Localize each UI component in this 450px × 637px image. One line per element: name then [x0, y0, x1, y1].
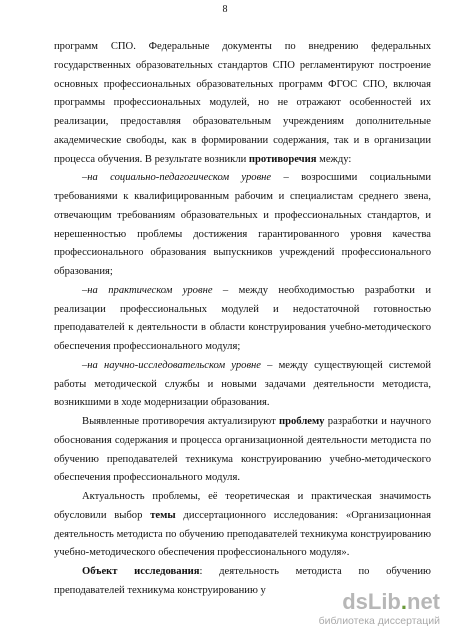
paragraph-intro: программ СПО. Федеральные документы по внедрению федеральных государственных образовательных стандартов СПО регламентируют построение основных профессиональных образовательных программ ФГОС СПО, включая программы профессиональных модулей, но не отражают особенностей их реализации, предоставляя образовательным учреждениям дополнительные академические свободы, как в формировании содержания, так и в организации процесса обучения. В результате возникли противоречия между: [54, 41, 431, 165]
page-number: 8 [222, 4, 228, 15]
contradiction-practical: –на практическом уровне – между необходимостью разработки и реализации профессиональных модулей и недостаточной готовностью преподавателей к деятельности в области конструирования учебно-методического обеспечения профессионального модуля; [54, 284, 431, 352]
keyword-contradictions: противоречия [248, 153, 317, 165]
paragraph-problem: Выявленные противоречия актуализируют проблему разработки и научного обоснования содержания и процесса организационной деятельности методиста по обучению преподавателей техникума конструированию учебно-методического обеспечения профессионального модуля. [54, 416, 431, 484]
keyword-problem: проблему [279, 416, 325, 427]
watermark-logo: dsLib.net [342, 589, 440, 614]
document-body [54, 38, 431, 601]
contradiction-social: –на социально-педагогическом уровне – возросшими социальными требованиями к квалифицированным рабочим и специалистам среднего звена, отвечающим требованиям образовательных и профессиональных стандартов, и нерешенностью проблемы достижения гарантированного уровня качества профессионального образования выпускников учреждений профессионального образования; [54, 172, 431, 277]
paragraph-object: Объект исследования: деятельность методиста по обучению преподавателей техникума конструированию у [54, 566, 431, 596]
watermark [310, 589, 440, 631]
paragraph-topic: Актуальность проблемы, её теоретическая и практическая значимость обусловили выбор темы диссертационного исследования: «Организационная деятельность методиста по обучению преподавателей техникума конструированию учебно-методического обеспечения профессионального модуля». [54, 491, 431, 559]
keyword-object: Объект исследования [82, 566, 200, 577]
keyword-topic: темы [150, 509, 176, 521]
watermark-subtitle: библиотека диссертаций [318, 615, 440, 627]
contradiction-research: –на научно-исследовательском уровне – между существующей системой работы методической службы и новыми задачами деятельности методиста, возникшими в ходе модернизации образования. [54, 359, 432, 409]
